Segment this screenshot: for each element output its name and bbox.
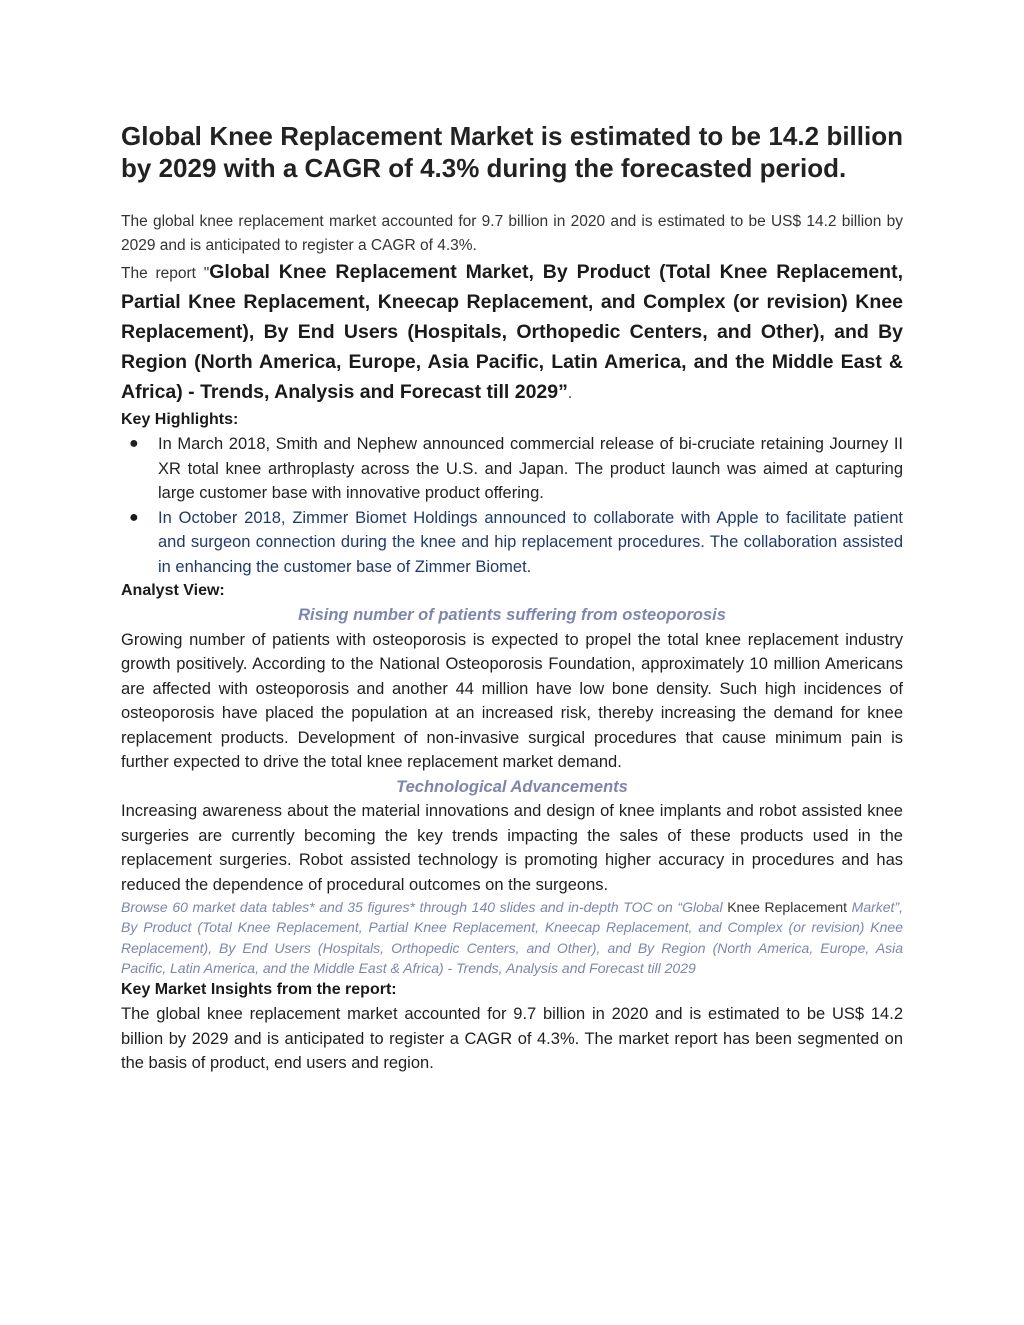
bullet-icon: ● [129, 508, 139, 526]
report-paragraph [121, 258, 903, 408]
highlight-text: In March 2018, Smith and Nephew announced commercial release of bi-cruciate retaining Journey II XR total knee arthroplasty across the U.S. and Japan. The product launch was aimed at capturing large customer base with innovative product offering. [158, 435, 903, 502]
report-suffix: . [567, 385, 573, 402]
analyst-view-label: Analyst View: [121, 582, 225, 599]
browse-part-3: Market”, By Product (Total Knee Replacement, Partial Knee Replacement, Kneecap Replacement, and Complex (or revision) Knee Replacement), By End Users (Hospitals, Orthopedic Centers, and Other), and By Region (North America, Europe, Asia Pacific, Latin America, and the Middle East & Africa) - Trends, Analysis and Forecast till 2029 [121, 899, 904, 976]
bullet-icon: ● [129, 435, 139, 452]
browse-note [121, 897, 903, 978]
list-item [121, 432, 903, 506]
section-heading-technology: Technological Advancements [396, 777, 628, 796]
section-heading-osteoporosis: Rising number of patients suffering from osteoporosis [298, 606, 726, 624]
technology-paragraph: Increasing awareness about the material innovations and design of knee implants and robot assisted knee surgeries are currently becoming the key trends impacting the sales of these products used in the replacement surgeries. Robot assisted technology is promoting higher accuracy in procedures and has reduced the dependence of procedural outcomes on the surgeons. [121, 802, 903, 894]
key-highlights-list [121, 432, 903, 579]
report-name: Global Knee Replacement Market, By Product (Total Knee Replacement, Partial Knee Replacement, Kneecap Replacement, and Complex (or revision) Knee Replacement), By End Users (Hospitals, Orthopedic Centers, and Other), and By Region (North America, Europe, Asia Pacific, Latin America, and the Middle East & Africa) - Trends, Analysis and Forecast till 2029” [121, 261, 903, 403]
insights-paragraph: The global knee replacement market accounted for 9.7 billion in 2020 and is estimated to be US$ 14.2 billion by 2029 and is anticipated to register a CAGR of 4.3%. The market report has been segmented on the basis of product, end users and region. [121, 1005, 903, 1073]
browse-part-1: Browse 60 market data tables* and 35 figures* through 140 slides and in-depth TOC on “Global [121, 899, 728, 915]
insights-label: Key Market Insights from the report: [121, 981, 397, 999]
report-prefix: The report " [121, 265, 210, 282]
list-item [121, 506, 903, 580]
intro-paragraph: The global knee replacement market accounted for 9.7 billion in 2020 and is estimated to be US$ 14.2 billion by 2029 and is anticipated to register a CAGR of 4.3%. [121, 213, 903, 254]
key-highlights-label: Key Highlights: [121, 411, 239, 428]
browse-link-text: Knee Replacement [727, 899, 848, 915]
osteoporosis-paragraph: Growing number of patients with osteoporosis is expected to propel the total knee replacement industry growth positively. According to the National Osteoporosis Foundation, approximately 10 million Americans are affected with osteoporosis and another 44 million have low bone density. Such high incidences of osteoporosis have placed the population at an increased risk, thereby increasing the demand for knee replacement products. Development of non-invasive surgical procedures that cause minimum pain is further expected to drive the total knee replacement market demand. [121, 630, 903, 771]
highlight-text: In October 2018, Zimmer Biomet Holdings announced to collaborate with Apple to facilitate patient and surgeon connection during the knee and hip replacement procedures. The collaboration assisted in enhancing the customer base of Zimmer Biomet. [158, 508, 903, 576]
document-page [121, 120, 903, 1076]
page-title: Global Knee Replacement Market is estimated to be 14.2 billion by 2029 with a CAGR of 4.3% during the forecasted period. [121, 121, 903, 183]
